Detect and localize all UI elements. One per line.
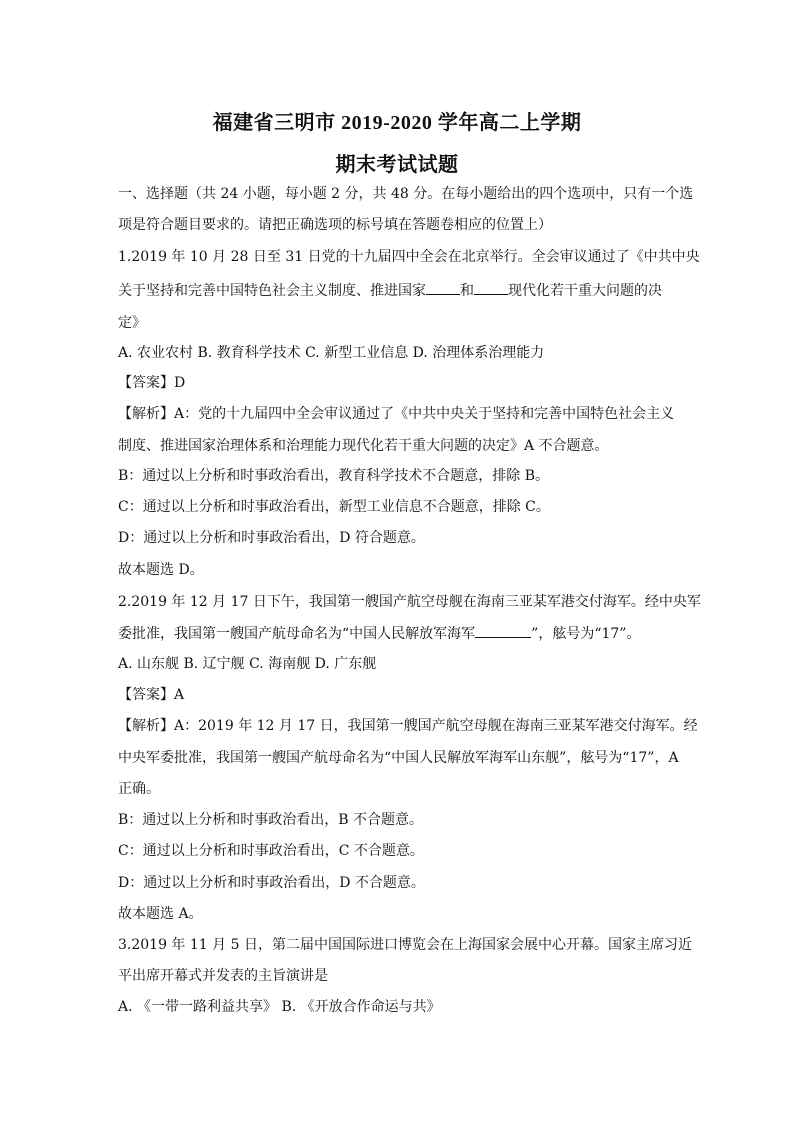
q1-analysis-line-2: 制度、推进国家治理体系和治理能力现代化若干重大问题的决定》A 不合题意。 — [118, 438, 609, 454]
q2-analysis-c: C：通过以上分析和时事政治看出，C 不合题意。 — [118, 843, 424, 859]
q1-blank-2 — [474, 280, 508, 295]
q2-stem-part-a: 委批准，我国第一艘国产航母命名为“中国人民解放军海军 — [118, 626, 476, 642]
q2-blank — [475, 623, 531, 638]
q1-analysis-line-1: 【解析】A：党的十九届四中全会审议通过了《中共中央关于坚持和完善中国特色社会主义 — [118, 406, 675, 422]
q2-analysis-b: B：通过以上分析和时事政治看出，B 不合题意。 — [118, 812, 424, 828]
q1-answer: 【答案】D — [118, 375, 186, 391]
q3-stem-line-1: 3.2019 年 11 月 5 日，第二届中国国际进口博览会在上海国家会展中心开幕。国家主席习近 — [118, 937, 692, 953]
q1-conclusion: 故本题选 D。 — [118, 562, 204, 578]
q2-options: A. 山东舰 B. 辽宁舰 C. 海南舰 D. 广东舰 — [118, 656, 377, 672]
q2-analysis-line-2: 中央军委批准，我国第一艘国产航母命名为“中国人民解放军海军山东舰”，舷号为“17”，A — [118, 750, 679, 766]
q2-analysis-line-3: 正确。 — [118, 781, 160, 797]
q1-stem-line-3: 定》 — [118, 315, 146, 331]
q1-blank-1 — [426, 280, 460, 295]
q1-analysis-c: C：通过以上分析和时事政治看出，新型工业信息不合题意，排除 C。 — [118, 499, 550, 515]
q3-options: A. 《一带一路利益共享》 B. 《开放合作命运与共》 — [118, 999, 441, 1015]
section-heading-line-2: 项是符合题目要求的。请把正确选项的标号填在答题卷相应的位置上） — [118, 217, 552, 233]
section-heading-line-1: 一、选择题（共 24 小题，每小题 2 分，共 48 分。在每小题给出的四个选项中，只有一个选 — [118, 186, 694, 202]
q2-conclusion: 故本题选 A。 — [118, 906, 203, 922]
q2-stem-line-1: 2.2019 年 12 月 17 日下午，我国第一艘国产航空母舰在海南三亚某军港交付海军。经中央军 — [118, 594, 701, 610]
q2-stem-part-b: ”，舷号为“17”。 — [531, 626, 641, 642]
document-title: 福建省三明市 2019-2020 学年高二上学期 — [212, 112, 582, 134]
q1-stem-part-b: 和 — [460, 283, 474, 299]
q2-answer: 【答案】A — [118, 687, 185, 703]
q1-analysis-d: D：通过以上分析和时事政治看出，D 符合题意。 — [118, 530, 425, 546]
q1-stem-line-2 — [118, 280, 678, 301]
document-subtitle: 期末考试试题 — [335, 154, 459, 176]
q1-stem-part-c: 现代化若干重大问题的决 — [508, 283, 662, 299]
q2-analysis-line-1: 【解析】A：2019 年 12 月 17 日，我国第一艘国产航空母舰在海南三亚某军港交付海军。经 — [118, 718, 698, 734]
q1-stem-part-a: 关于坚持和完善中国特色社会主义制度、推进国家 — [118, 283, 426, 299]
q3-stem-line-2: 平出席开幕式并发表的主旨演讲是 — [118, 968, 328, 984]
q1-analysis-b: B：通过以上分析和时事政治看出，教育科学技术不合题意，排除 B。 — [118, 468, 550, 484]
q1-stem-line-1: 1.2019 年 10 月 28 日至 31 日党的十九届四中全会在北京举行。全会审议通过了《中共中央 — [118, 249, 700, 265]
q1-options: A. 农业农村 B. 教育科学技术 C. 新型工业信息 D. 治理体系治理能力 — [118, 345, 545, 361]
q2-analysis-d: D：通过以上分析和时事政治看出，D 不合题意。 — [118, 875, 425, 891]
q2-stem-line-2 — [118, 623, 678, 644]
